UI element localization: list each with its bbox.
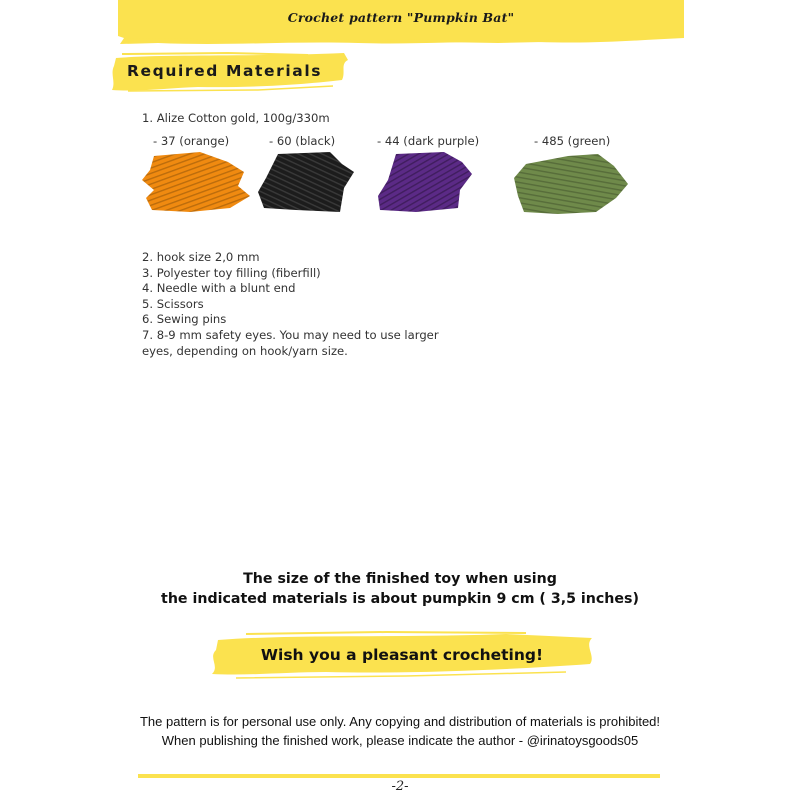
list-item-needle: 4. Needle with a blunt end <box>142 281 296 296</box>
section-heading: Required Materials <box>127 62 323 80</box>
size-note-line1: The size of the finished toy when using <box>243 571 557 587</box>
page-number: -2- <box>391 779 409 794</box>
list-item-hook: 2. hook size 2,0 mm <box>142 250 260 264</box>
notice-line1: The pattern is for personal use only. Any copying and distribution of materials is prohibited! <box>139 714 661 729</box>
size-note <box>100 569 700 609</box>
header-title: Crochet pattern "Pumpkin Bat" <box>287 10 515 25</box>
yarn-swatch-black <box>256 150 356 214</box>
swatch-label-green: - 485 (green) <box>534 134 611 148</box>
yarn-material: 1. Alize Cotton gold, 100g/330m <box>142 111 330 125</box>
list-item-filling: 3. Polyester toy filling (fiberfill) <box>142 265 321 280</box>
list-item-scissors: 5. Scissors <box>142 296 204 311</box>
notice-line2: When publishing the finished work, please indicate the author - @irinatoysgoods05 <box>161 733 639 748</box>
footer-divider <box>138 774 660 778</box>
copyright-notice <box>80 712 720 750</box>
swatch-label-dark-purple: - 44 (dark purple) <box>377 134 480 148</box>
swatch-label-black: - 60 (black) <box>269 134 336 148</box>
size-note-line2: the indicated materials is about pumpkin 9 cm ( 3,5 inches) <box>161 591 639 607</box>
wish-text: Wish you a pleasant crocheting! <box>260 646 544 664</box>
list-item-eyes-continued: eyes, depending on hook/yarn size. <box>142 343 348 358</box>
yarn-swatch-orange <box>140 150 252 216</box>
yarn-swatch-green <box>512 150 630 216</box>
list-item-pins: 6. Sewing pins <box>142 312 227 327</box>
list-item-eyes: 7. 8-9 mm safety eyes. You may need to use larger <box>142 327 439 342</box>
yarn-swatch-dark-purple <box>374 150 474 214</box>
materials-list <box>142 250 442 359</box>
swatch-label-orange: - 37 (orange) <box>153 134 230 148</box>
